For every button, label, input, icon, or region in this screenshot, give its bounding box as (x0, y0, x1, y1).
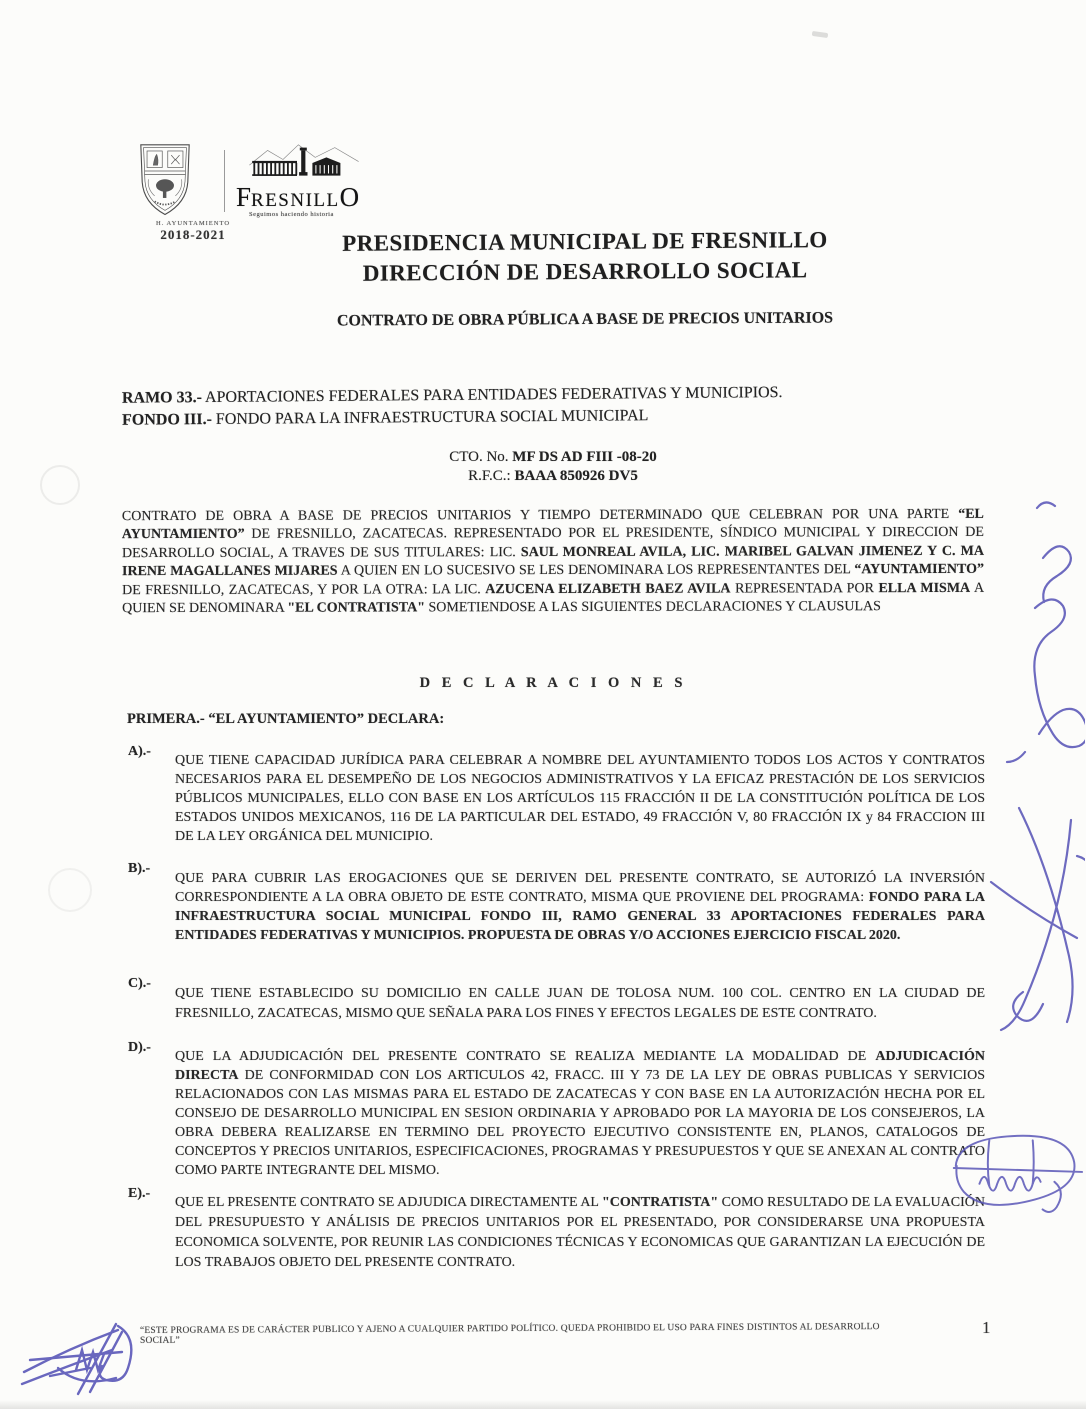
item-label-b: B).- (128, 861, 151, 876)
document-title (210, 224, 960, 290)
wordmark-middle: RESNILL (251, 190, 340, 211)
item-label-e: E).- (128, 1186, 151, 1201)
scan-artifact-circle (48, 868, 92, 912)
signature-right-margin (985, 490, 1085, 1070)
contract-rfc: R.F.C.: BAAA 850926 DV5 (468, 468, 638, 484)
intro-paragraph: CONTRATO DE OBRA A BASE DE PRECIOS UNITARIOS Y TIEMPO DETERMINADO QUE CELEBRAN POR UNA PARTE “EL AYUNTAMIENTO” DE FRESNILLO, ZACATECAS. REPRESENTADO POR EL PRESIDENTE, SÍNDICO MUNICIPAL Y DIRECCION DE DESARROLLO SOCIAL, A TRAVES DE SUS TITULARES: LIC. SAUL MONREAL AVILA, LIC. MARIBEL GALVAN JIMENEZ Y C. MA IRENE MAGALLANES MIJARES A QUIEN EN LO SUCESIVO SE LES DENOMINARA LOS REPRESENTANTES DEL “AYUNTAMIENTO” DE FRESNILLO, ZACATECAS, Y POR LA OTRA: LA LIC. AZUCENA ELIZABETH BAEZ AVILA REPRESENTADA POR ELLA MISMA A QUIEN SE DENOMINARA "EL CONTRATISTA" SOMETIENDOSE A LAS SIGUIENTES DECLARACIONES Y CLAUSULAS (121, 506, 985, 617)
footer-notice: “ESTE PROGRAMA ES DE CARÁCTER PUBLICO Y AJENO A CUALQUIER PARTIDO POLÍTICO. QUEDA PROHIBIDO EL USO PARA FINES DISTINTOS AL DESARROLLO SOCIAL” (139, 1322, 880, 1346)
shield-icon (133, 142, 197, 218)
signature-ink-icon (985, 490, 1085, 1070)
item-paragraph-b: QUE PARA CUBRIR LAS EROGACIONES QUE SE DERIVEN DEL PRESENTE CONTRATO, SE AUTORIZÓ LA INVERSIÓN CORRESPONDIENTE A LA OBRA OBJETO DE ESTE CONTRATO, MISMA QUE PROVIENE DEL PROGRAMA: FONDO PARA LA INFRAESTRUCTURA SOCIAL MUNICIPAL FONDO III, RAMO GENERAL 33 APORTACIONES FEDERALES PARA ENTIDADES FEDERATIVAS Y MUNICIPIOS. PROPUESTA DE OBRAS Y/O ACCIONES EJERCICIO FISCAL 2020. (175, 871, 986, 943)
signature-ink-icon (20, 1310, 175, 1405)
scan-artifact-circle (40, 465, 80, 505)
fresnillo-skyline-icon (248, 140, 360, 186)
fresnillo-tagline: Seguimos haciendo historia (249, 211, 334, 218)
item-paragraph-c: QUE TIENE ESTABLECIDO SU DOMICILIO EN CALLE JUAN DE TOLOSA NUM. 100 COL. CENTRO EN LA CIUDAD DE FRESNILLO, ZACATECAS, MISMO QUE SEÑALA PARA LOS FINES Y EFECTOS LEGALES DE ESTE CONTRATO. (175, 986, 985, 1021)
item-paragraph-d: QUE LA ADJUDICACIÓN DEL PRESENTE CONTRATO SE REALIZA MEDIANTE LA MODALIDAD DE ADJUDICACIÓN DIRECTA DE CONFORMIDAD CON LOS ARTICULOS 42, FRACC. III Y 73 DE LA LEY DE OBRAS PUBLICAS Y SERVICIOS RELACIONADOS CON LAS MISMAS PARA EL ESTADO DE ZACATECAS Y CON BASE EN LA AUTORIZACIÓN HECHA POR EL CONSEJO DE DESARROLLO MUNICIPAL EN SESION ORDINARIA Y APROBADO POR LA MAYORIA DE LOS CONSEJEROS, LA OBRA DEBERA REALIZARSE EN TERMINO DEL PROYECTO EJECUTIVO CONSISTENTE EN, PLANOS, CATALOGOS DE CONCEPTOS Y PRECIOS UNITARIOS, ESPECIFICACIONES, PROGRAMAS Y PRESUPUESTOS Y QUE SE ANEXAN AL CONTRATO COMO PARTE INTEGRANTE DEL MISMO. (175, 1049, 985, 1178)
signature-circle-scribble (938, 1118, 1086, 1218)
municipal-shield-logo (133, 142, 253, 243)
fresnillo-wordmark (236, 182, 386, 213)
shield-period: 2018-2021 (160, 227, 226, 242)
contract-subtitle: CONTRATO DE OBRA PÚBLICA A BASE DE PRECIOS UNITARIOS (336, 309, 834, 330)
program-heading (122, 380, 982, 432)
item-paragraph-e: QUE EL PRESENTE CONTRATO SE ADJUDICA DIRECTAMENTE AL "CONTRATISTA" COMO RESULTADO DE LA EVALUACIÓN DEL PRESUPUESTO Y ANÁLISIS DE PRECIOS UNITARIOS POR EL PRESENTADO, POR CONSIDERARSE UNA PROPUESTA ECONOMICA SOLVENTE, POR REUNIR LAS CONDICIONES TÉCNICAS Y ECONOMICAS QUE GARANTIZAN LA EJECUCIÓN DE LOS TRABAJOS OBJETO DEL PRESENTE CONTRATO. (175, 1195, 985, 1270)
scan-edge-shadow (0, 1400, 1086, 1409)
title-line-1: PRESIDENCIA MUNICIPAL DE FRESNILLO (342, 227, 828, 256)
page-number: 1 (982, 1318, 991, 1337)
fresnillo-logo (248, 140, 360, 186)
title-line-2: DIRECCIÓN DE DESARROLLO SOCIAL (362, 257, 808, 286)
wordmark-last-letter: O (339, 182, 360, 212)
item-label-c: C).- (128, 976, 151, 991)
scan-artifact-mark (812, 31, 829, 38)
item-label-a: A).- (128, 744, 151, 759)
logo-divider (224, 150, 225, 212)
contract-number: CTO. No. MF DS AD FIII -08-20 (449, 449, 657, 465)
primera-declaration-heading: PRIMERA.- “EL AYUNTAMIENTO” DECLARA: (127, 711, 445, 727)
program-line-1: RAMO 33.- APORTACIONES FEDERALES PARA ENTIDADES FEDERATIVAS Y MUNICIPIOS. (121, 383, 783, 407)
signature-ink-icon (938, 1118, 1086, 1218)
declarations-heading: D E C L A R A C I O N E S (419, 675, 687, 691)
program-line-2: FONDO III.- FONDO PARA LA INFRAESTRUCTURA SOCIAL MUNICIPAL (122, 407, 649, 429)
item-paragraph-a: QUE TIENE CAPACIDAD JURÍDICA PARA CELEBRAR A NOMBRE DEL AYUNTAMIENTO TODOS LOS ACTOS Y CONTRATOS NECESARIOS PARA EL DESEMPEÑO DE LOS NEGOCIOS ADMINISTRATIVOS Y LA EFICAZ PRESTACIÓN DE LOS SERVICIOS PÚBLICOS MUNICIPALES, ELLO CON BASE EN LOS ARTÍCULOS 115 FRACCIÓN II DE LA CONSTITUCIÓN POLÍTICA DE LOS ESTADOS UNIDOS MEXICANOS, 116 DE LA PARTICULAR DEL ESTADO, 49 FRACCIÓN V, 80 FRACCIÓN IX y 84 FRACCION III DE LA LEY ORGÁNICA DEL MUNICIPIO. (175, 753, 985, 844)
shield-caption: H. AYUNTAMIENTO (155, 220, 231, 227)
wordmark-first-letter: F (236, 182, 252, 212)
contract-identifiers (293, 448, 813, 486)
item-label-d: D).- (128, 1040, 151, 1055)
signature-bottom-left (20, 1310, 175, 1405)
